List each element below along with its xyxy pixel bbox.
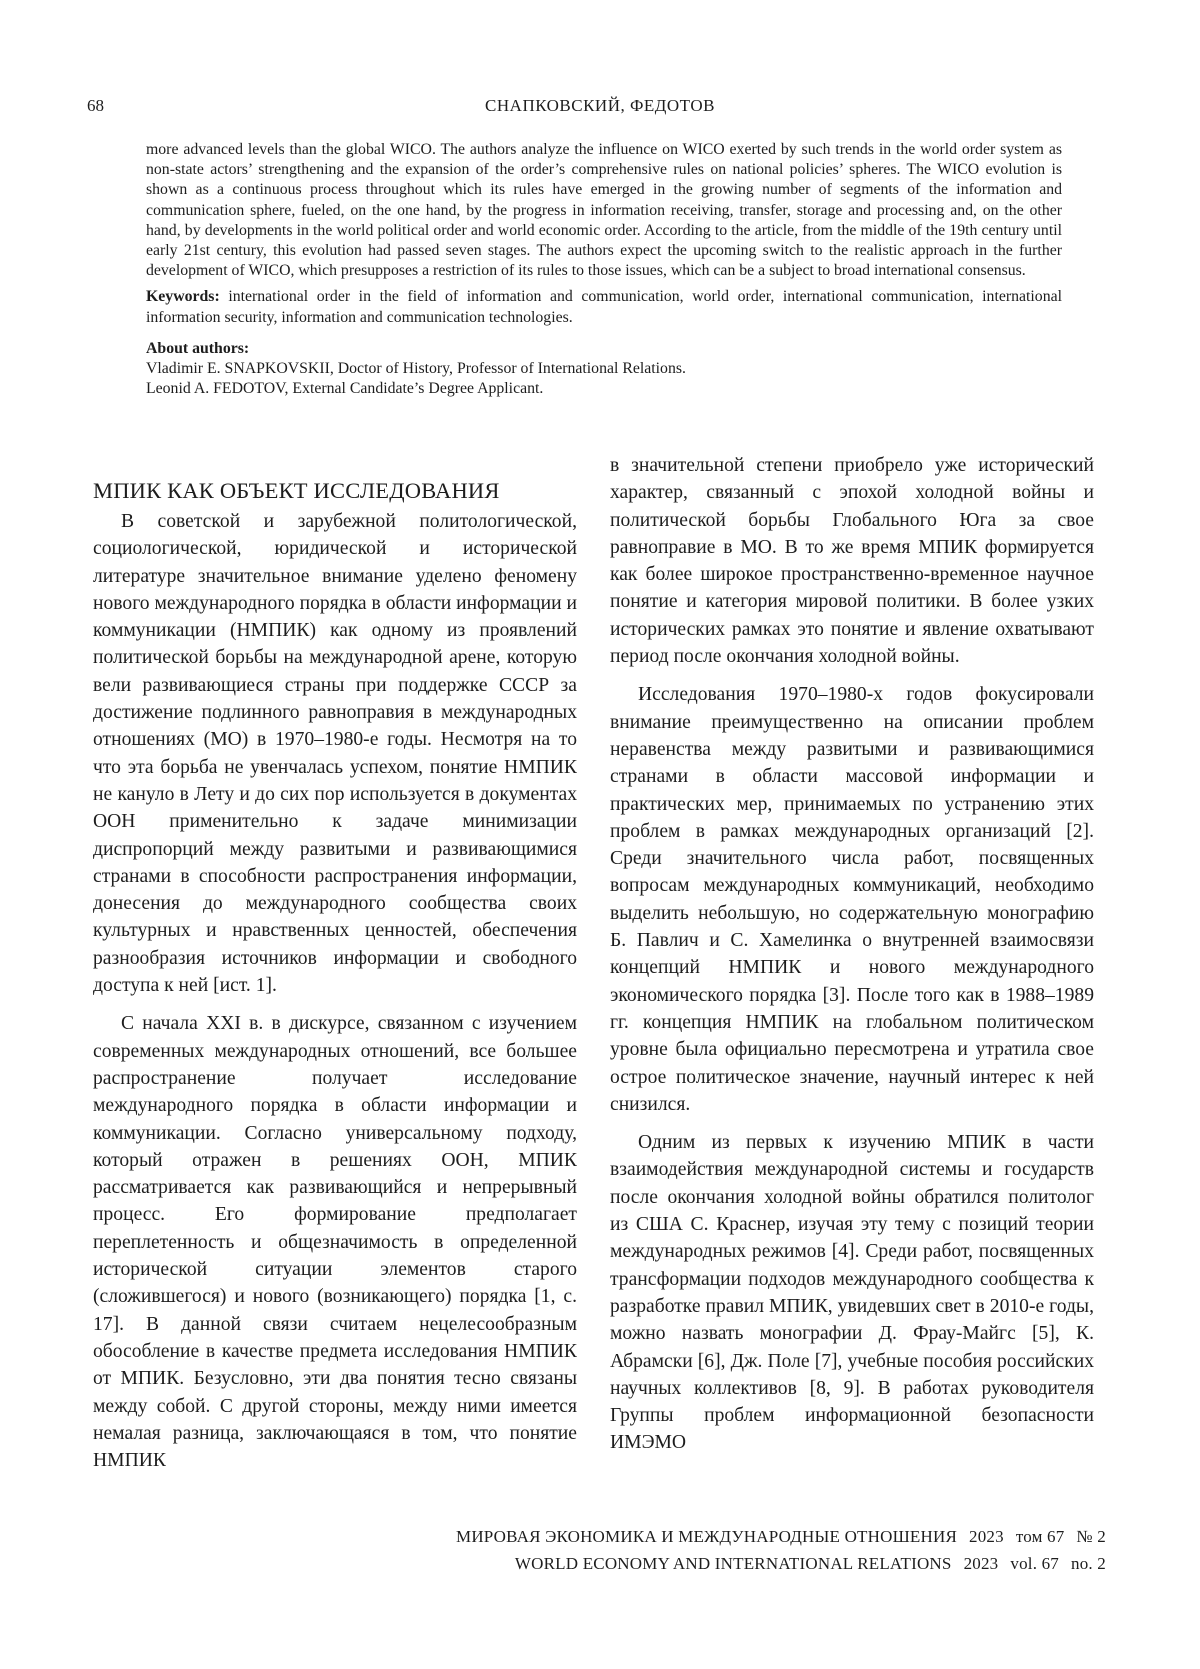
footer-journal-en: [515, 1554, 1106, 1574]
keywords-text: international order in the field of information and communication, world order, international communication, international information security, information and communication technologies.: [146, 288, 1062, 326]
right-paragraph-3: Одним из первых к изучению МПИК в части взаимодействия международной системы и государств после окончания холодной войны обратился политолог из США С. Краснер, изучая эту тему с позиций теории международных режимов [4]. Среди работ, посвященных трансформации подходов международного сообщества к разработке правил МПИК, увидевших свет в 2010-е годы, можно назвать монографии Д. Фрау-Майгс [5], К. Абрамски [6], Дж. Поле [7], учебные пособия российских научных коллективов [8, 9]. В работах руководителя Группы проблем информационной безопасности ИМЭМО: [610, 1132, 1094, 1454]
author-1: Vladimir E. SNAPKOVSKII, Doctor of History, Professor of International Relations.: [146, 360, 686, 378]
right-paragraph-2: Исследования 1970–1980-х годов фокусировали внимание преимущественно на описании проблем неравенства между развитыми и развивающимися странами в области массовой информации и практических мер, принимаемых по устранению этих проблем в рамках международных организаций [2]. Среди значительного числа работ, посвященных вопросам международных коммуникаций, необходимо выделить небольшую, но содержательную монографию Б. Павлич и С. Хамелинка о внутренней взаимосвязи концепций НМПИК и нового международного экономического порядка [3]. После того как в 1988–1989 гг. концепция НМПИК на глобальном политическом уровне была официально пересмотрена и утратила свое острое политическое значение, научный интерес к ней снизился.: [610, 684, 1094, 1115]
footer-journal-ru: [456, 1527, 1106, 1547]
footer-year-en: 2023: [963, 1554, 999, 1573]
footer-journal-title-en: WORLD ECONOMY AND INTERNATIONAL RELATIONS: [514, 1554, 952, 1573]
section-title: МПИК КАК ОБЪЕКТ ИССЛЕДОВАНИЯ: [93, 478, 500, 503]
footer-volume-ru: том 67: [1015, 1527, 1065, 1546]
right-column: [610, 452, 1094, 1457]
footer-issue-en: no. 2: [1071, 1554, 1106, 1573]
footer-year-ru: 2023: [969, 1527, 1004, 1546]
abstract-text: more advanced levels than the global WICO. The authors analyze the influence on WICO exerted by such trends in the world order system as non-state actors’ strengthening and the expansion of the order’s comprehensive rules on national policies’ spheres. The WICO evolution is shown as a continuous process throughout which its rules have emerged in the growing number of segments of the information and communication sphere, fueled, on the one hand, by the progress in information receiving, transfer, storage and processing and, on the other hand, by developments in the world political order and world economic order. According to the article, from the middle of the 19th century until early 21st century, this evolution had passed seven stages. The authors expect the upcoming switch to the realistic approach in the further development of WICO, which presupposes a restriction of its rules to those issues, which can be a subject to broad international consensus.: [146, 141, 1062, 280]
footer-journal-title-ru: МИРОВАЯ ЭКОНОМИКА И МЕЖДУНАРОДНЫЕ ОТНОШЕНИЯ: [456, 1527, 958, 1546]
keywords-label: Keywords:: [146, 288, 220, 306]
left-paragraph-2: С начала XXI в. в дискурсе, связанном с изучением современных международных отношений, все большее распространение получает исследование международного порядка в области информации и коммуникации. Согласно универсальному подходу, который отражен в решениях ООН, МПИК рассматривается как развивающийся и непрерывный процесс. Его формирование предполагает переплетенность и общезначимость в определенной исторической ситуации элементов старого (сложившегося) и нового (возникающего) порядка [1, с. 17]. В данной связи считаем нецелесообразным обособление в качестве предмета исследования НМПИК от МПИК. Безусловно, эти два понятия тесно связаны между собой. С другой стороны, между ними имеется немалая разница, заключающаяся в том, что понятие НМПИК: [93, 1013, 577, 1472]
page-number: 68: [87, 96, 104, 115]
left-column: [93, 478, 577, 1474]
footer-issue-ru: № 2: [1076, 1527, 1106, 1546]
abstract-block: [146, 140, 1062, 399]
running-head: СНАПКОВСКИЙ, ФЕДОТОВ: [485, 96, 715, 115]
right-paragraph-1: в значительной степени приобрело уже исторический характер, связанный с эпохой холодной войны и политической борьбы Глобального Юга за свое равноправие в МО. В то же время МПИК формируется как более широкое пространственно-временное научное понятие и категория мировой политики. В более узких исторических рамках это понятие и явление охватывают период после окончания холодной войны.: [610, 455, 1094, 668]
footer-volume-en: vol. 67: [1010, 1554, 1059, 1573]
author-2: Leonid A. FEDOTOV, External Candidate’s Degree Applicant.: [146, 380, 544, 398]
about-authors-label: About authors:: [146, 339, 250, 357]
keywords: [146, 287, 1062, 327]
left-paragraph-1: В советской и зарубежной политологической, социологической, юридической и исторической литературе значительное внимание уделено феномену нового международного порядка в области информации и коммуникации (НМПИК) как одному из проявлений политической борьбы на международной арене, которую вели развивающиеся страны при поддержке СССР за достижение подлинного равноправия в международных отношениях (МО) в 1970–1980-е годы. Несмотря на то что эта борьба не увенчалась успехом, понятие НМПИК не кануло в Лету и до сих пор используется в документах ООН применительно к задаче минимизации диспропорций между развитыми и развивающимися странами в способности распространения информации, донесения до международного сообщества своих культурных и нравственных ценностей, обеспечения разнообразия источников информации и свободного доступа к ней [ист. 1].: [93, 511, 577, 997]
